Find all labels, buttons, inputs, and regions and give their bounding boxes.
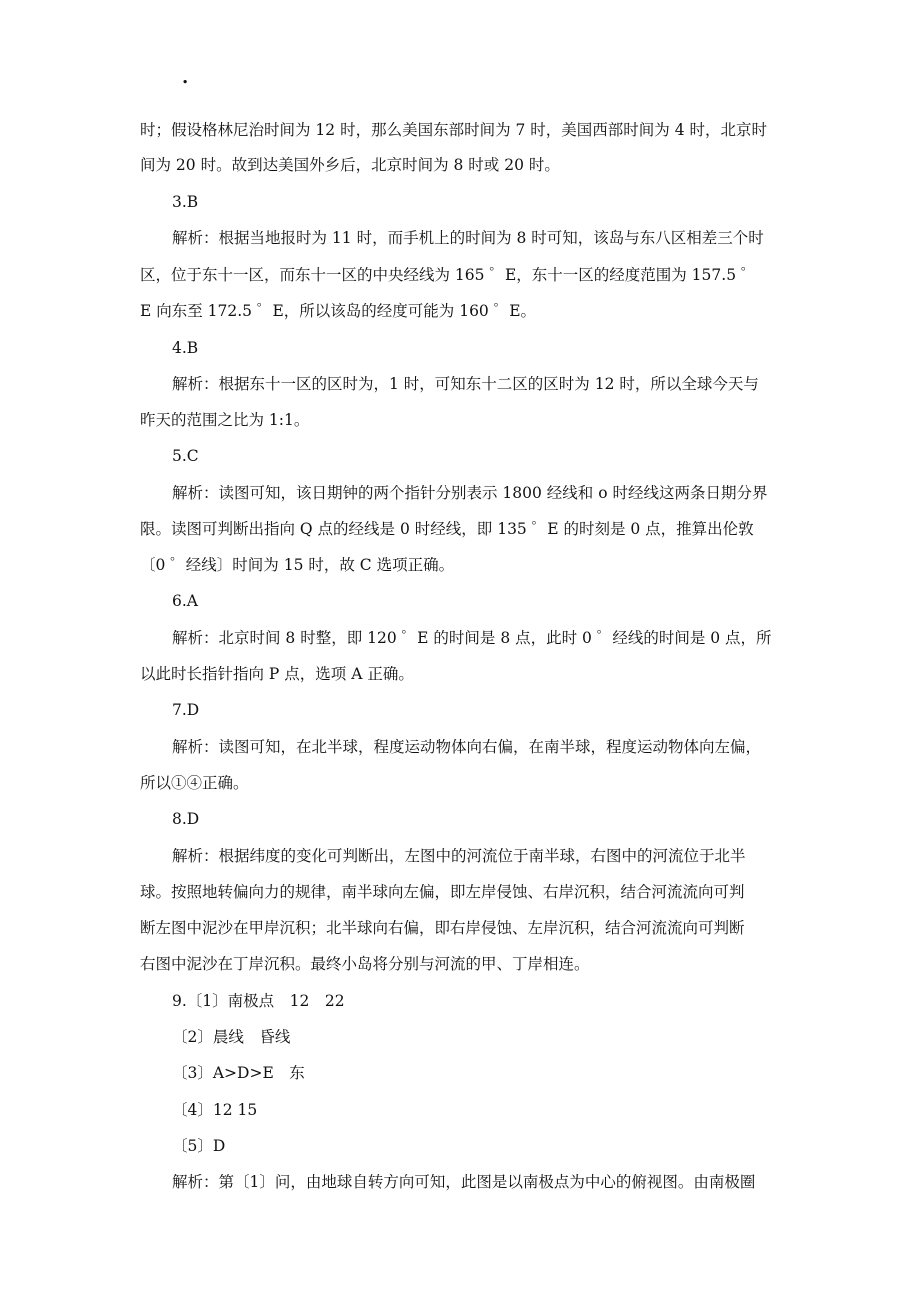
text-line: 解析：北京时间 8 时整，即 120 ゜E 的时间是 8 点，此时 0 ゜经线的时间是 0 点，所 — [172, 629, 772, 647]
page-mark: . — [182, 67, 189, 88]
text-line: 解析：读图可知，该日期钟的两个指针分别表示 1800 经线和 o 时经线这两条日期分界 — [172, 484, 768, 502]
text-line: 〔5〕D — [172, 1137, 226, 1155]
answer-label: 8.D — [172, 810, 200, 828]
answer-label: 4.B — [172, 339, 199, 357]
text-line: 限。读图可判断出指向 Q 点的经线是 0 时经线，即 135 ゜E 的时刻是 0 点，推算出伦敦 — [140, 520, 754, 538]
text-line: 以此时长指针指向 P 点，选项 A 正确。 — [140, 665, 414, 683]
answer-label: 5.C — [172, 447, 199, 465]
text-line: 右图中泥沙在丁岸沉积。最终小岛将分别与河流的甲、丁岸相连。 — [140, 955, 590, 973]
answer-label: 9.〔1〕南极点 12 22 — [172, 992, 345, 1010]
text-line: 昨天的范围之比为 1:1。 — [140, 411, 310, 429]
text-line: 解析：根据纬度的变化可判断出，左图中的河流位于南半球，右图中的河流位于北半 — [172, 847, 746, 865]
text-line: 所以①④正确。 — [140, 774, 249, 792]
text-line: 解析：第〔1〕问，由地球自转方向可知，此图是以南极点为中心的俯视图。由南极圈 — [172, 1173, 756, 1191]
text-line: 间为 20 时。故到达美国外乡后，北京时间为 8 时或 20 时。 — [140, 156, 560, 174]
answer-label: 3.B — [172, 193, 199, 211]
answer-label: 6.A — [172, 592, 198, 610]
text-line: 〔4〕12 15 — [172, 1101, 258, 1119]
text-line: 〔3〕A>D>E 东 — [172, 1064, 305, 1082]
text-line: 解析：根据当地报时为 11 时，而手机上的时间为 8 时可知，该岛与东八区相差三个时 — [172, 229, 764, 247]
text-line: 〔0 ゜经线〕时间为 15 时，故 C 选项正确。 — [140, 556, 455, 574]
text-line: 球。按照地转偏向力的规律，南半球向左偏，即左岸侵蚀、右岸沉积，结合河流流向可判 — [140, 883, 745, 901]
text-line: 时；假设格林尼治时间为 12 时，那么美国东部时间为 7 时，美国西部时间为 4 时，北京时 — [140, 121, 768, 139]
text-line: 断左图中泥沙在甲岸沉积；北半球向右偏，即右岸侵蚀、左岸沉积，结合河流流向可判断 — [140, 919, 745, 937]
text-line: 〔2〕晨线 昏线 — [172, 1028, 291, 1046]
text-line: 解析：读图可知，在北半球，程度运动物体向右偏，在南半球，程度运动物体向左偏， — [172, 738, 762, 756]
answer-label: 7.D — [172, 701, 200, 719]
text-line: E 向东至 172.5 ゜E，所以该岛的经度可能为 160 ゜E。 — [140, 302, 537, 320]
text-line: 解析：根据东十一区的区时为，1 时，可知东十二区的区时为 12 时，所以全球今天与 — [172, 375, 759, 393]
text-line: 区，位于东十一区，而东十一区的中央经线为 165 ゜E，东十一区的经度范围为 157.5 ゜ — [140, 266, 757, 284]
